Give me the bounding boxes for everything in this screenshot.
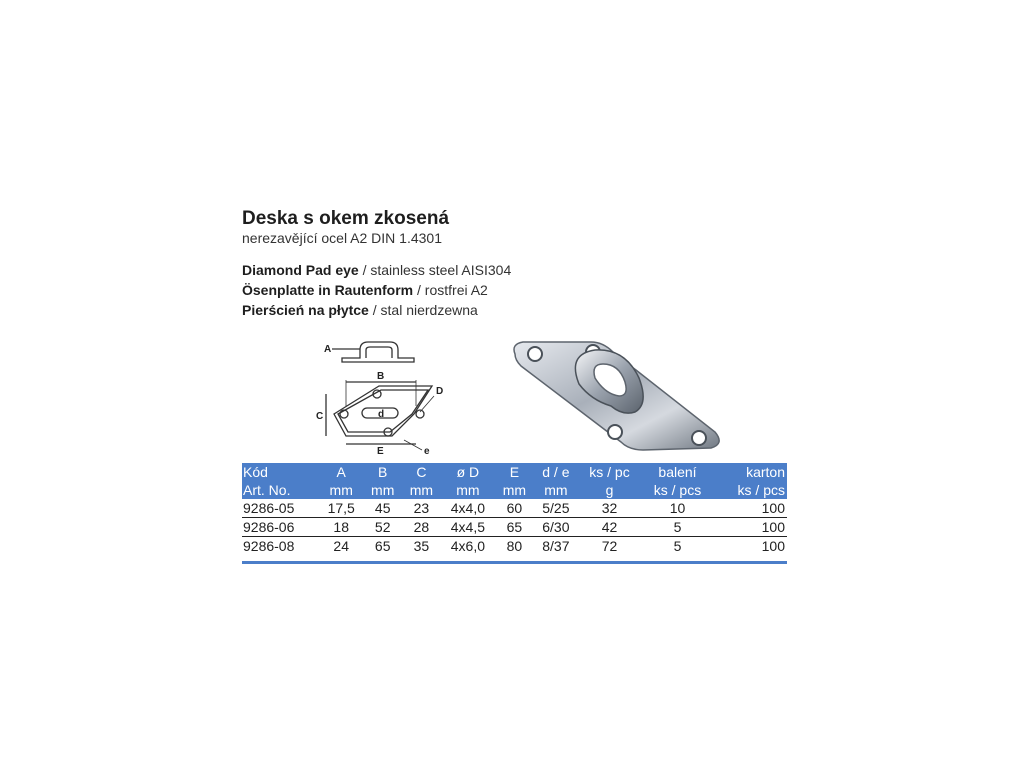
header-weight: ks / pc xyxy=(578,463,641,481)
product-photo xyxy=(507,334,727,458)
table-row xyxy=(242,499,787,518)
unit-pack: ks / pcs xyxy=(641,481,714,499)
header-c: C xyxy=(402,463,441,481)
cell-de: 8/37 xyxy=(542,538,570,554)
translation-name: Pierścień na płytce xyxy=(242,302,369,318)
cell-weight: 32 xyxy=(601,500,618,516)
label-d-small: d xyxy=(378,409,385,420)
label-e: E xyxy=(377,446,384,456)
side-view-eye xyxy=(366,347,392,358)
hole-right xyxy=(692,431,706,445)
cell-b: 52 xyxy=(374,519,391,535)
label-c: C xyxy=(316,411,324,422)
translation-name: Diamond Pad eye xyxy=(242,262,359,278)
cell-code: 9286-08 xyxy=(243,538,295,554)
header-code: Kód xyxy=(242,463,319,481)
translation-material: / stal nierdzewna xyxy=(368,302,478,318)
header-a: A xyxy=(319,463,363,481)
header-d: ø D xyxy=(441,463,495,481)
product-subtitle: nerezavějící ocel A2 DIN 1.4301 xyxy=(242,230,443,246)
cell-carton: 100 xyxy=(761,500,785,516)
label-a: A xyxy=(324,344,332,355)
cell-e: 65 xyxy=(506,519,523,535)
product-sheet xyxy=(242,208,787,554)
translation-material: / stainless steel AISI304 xyxy=(358,262,512,278)
table-bottom-rule xyxy=(242,561,787,564)
hole-bottom xyxy=(608,425,622,439)
dim-e-small-leader xyxy=(404,440,422,450)
cell-carton: 100 xyxy=(761,538,785,554)
cell-b: 65 xyxy=(374,538,391,554)
translation-de xyxy=(242,280,787,300)
header-de: d / e xyxy=(534,463,578,481)
cell-a: 24 xyxy=(333,538,349,554)
cell-d: 4x6,0 xyxy=(450,538,486,554)
header-row xyxy=(242,463,787,481)
cell-weight: 42 xyxy=(601,519,618,535)
unit-d: mm xyxy=(441,481,495,499)
cell-d: 4x4,0 xyxy=(450,500,486,516)
unit-de: mm xyxy=(534,481,578,499)
cell-pack: 5 xyxy=(673,538,682,554)
hole-right xyxy=(416,410,424,418)
header-row-units xyxy=(242,481,787,499)
translations xyxy=(242,260,787,320)
cell-e: 60 xyxy=(506,500,523,516)
unit-weight: g xyxy=(578,481,641,499)
side-view-outline xyxy=(342,342,414,362)
unit-a: mm xyxy=(319,481,363,499)
cell-code: 9286-05 xyxy=(243,500,295,516)
translation-en xyxy=(242,260,787,280)
hole-left xyxy=(528,347,542,361)
translation-name: Ösenplatte in Rautenform xyxy=(242,282,414,298)
cell-c: 28 xyxy=(413,519,430,535)
cell-de: 6/30 xyxy=(542,519,570,535)
header-b: B xyxy=(363,463,402,481)
label-e-small: e xyxy=(424,446,430,456)
cell-a: 18 xyxy=(333,519,349,535)
cell-b: 45 xyxy=(374,500,391,516)
unit-c: mm xyxy=(402,481,441,499)
cell-carton: 100 xyxy=(761,519,785,535)
unit-b: mm xyxy=(363,481,402,499)
unit-e: mm xyxy=(495,481,534,499)
cell-e: 80 xyxy=(506,538,523,554)
cell-c: 23 xyxy=(413,500,430,516)
cell-pack: 5 xyxy=(673,519,682,535)
unit-carton: ks / pcs xyxy=(714,481,787,499)
product-title: Deska s okem zkosená xyxy=(242,208,450,229)
cell-a: 17,5 xyxy=(327,500,355,516)
header-artno: Art. No. xyxy=(242,481,319,499)
label-d: D xyxy=(436,386,444,397)
cell-c: 35 xyxy=(413,538,430,554)
header-carton: karton xyxy=(714,463,787,481)
cell-d: 4x4,5 xyxy=(450,519,486,535)
translation-material: / rostfrei A2 xyxy=(413,282,488,298)
cell-weight: 72 xyxy=(601,538,618,554)
cell-de: 5/25 xyxy=(542,500,570,516)
label-b: B xyxy=(377,371,385,382)
header-e: E xyxy=(495,463,534,481)
table-row xyxy=(242,518,787,537)
table-row xyxy=(242,537,787,556)
cell-code: 9286-06 xyxy=(243,519,295,535)
spec-table xyxy=(242,463,787,555)
header-pack: balení xyxy=(641,463,714,481)
translation-pl xyxy=(242,300,787,320)
cell-pack: 10 xyxy=(669,500,686,516)
technical-drawing xyxy=(304,336,514,456)
